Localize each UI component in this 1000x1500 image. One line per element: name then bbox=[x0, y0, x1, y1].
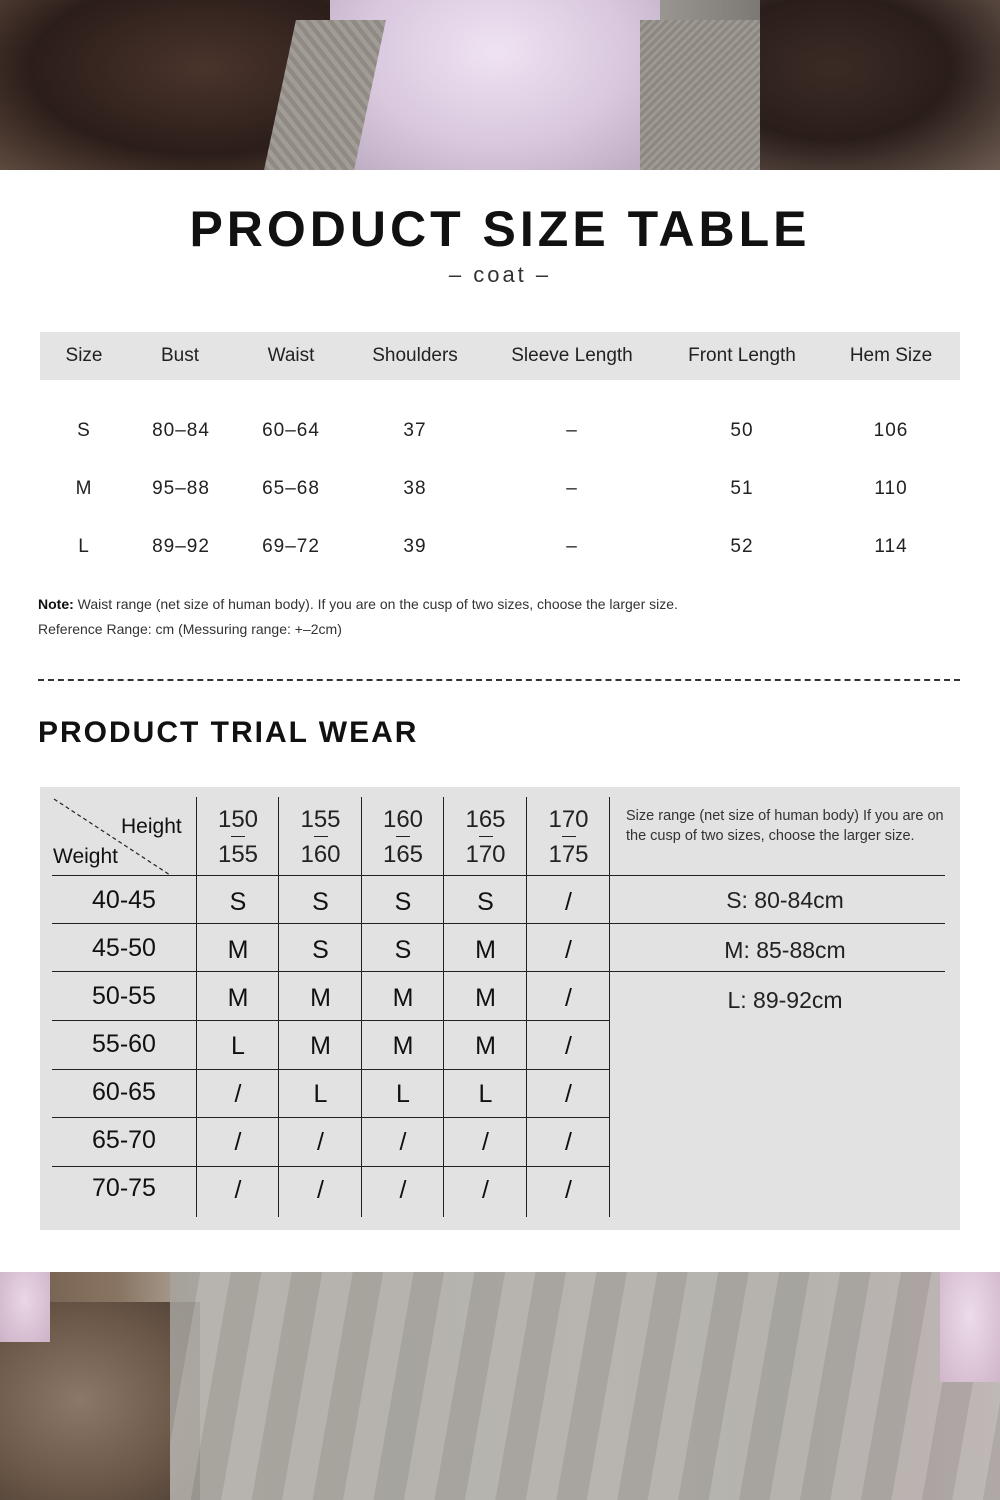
size-cell: / bbox=[565, 1128, 572, 1156]
header-shoulders: Shoulders bbox=[372, 345, 458, 366]
row-m-sleeve: – bbox=[566, 478, 578, 499]
size-cell: / bbox=[399, 1128, 407, 1156]
size-cell: / bbox=[565, 1080, 572, 1108]
weight-cell: 60-65 bbox=[92, 1078, 156, 1106]
grid-vline bbox=[361, 797, 362, 1217]
photo-sleeve-right bbox=[940, 1272, 1000, 1382]
header-bust: Bust bbox=[160, 345, 200, 366]
size-cell: M bbox=[392, 984, 414, 1012]
weight-cell: 50-55 bbox=[92, 982, 156, 1010]
height-top: 150 bbox=[217, 806, 259, 833]
range-l: L: 89-92cm bbox=[727, 987, 843, 1013]
note-text: Waist range (net size of human body). If you are on the cusp of two sizes, choose the larger size. bbox=[73, 596, 678, 612]
trial-size-note: Size range (net size of human body) If you are on the cusp of two sizes, choose the larger size. bbox=[626, 808, 944, 844]
size-cell: / bbox=[399, 1176, 407, 1204]
size-cell: S bbox=[477, 888, 494, 916]
weight-cell: 45-50 bbox=[92, 934, 156, 962]
size-cell: L bbox=[313, 1080, 328, 1108]
grid-hline bbox=[52, 1166, 610, 1167]
size-table-title: PRODUCT SIZE TABLE bbox=[189, 201, 811, 257]
weight-cell: 65-70 bbox=[92, 1126, 156, 1154]
header-hem-size: Hem Size bbox=[849, 345, 933, 366]
grid-hline bbox=[52, 1069, 610, 1070]
size-cell: M bbox=[310, 1032, 331, 1060]
size-cell: / bbox=[565, 888, 572, 916]
size-cell: S bbox=[312, 936, 329, 964]
row-m-front: 51 bbox=[730, 478, 754, 499]
size-cell: M bbox=[392, 1032, 414, 1060]
size-cell: L bbox=[396, 1080, 410, 1108]
grid-vline bbox=[609, 797, 610, 1217]
height-bottom: 175 bbox=[548, 841, 589, 868]
photo-sleeve-left bbox=[0, 1272, 50, 1342]
row-l-waist: 69–72 bbox=[262, 536, 320, 557]
header-size: Size bbox=[65, 345, 103, 366]
size-cell: M bbox=[475, 984, 496, 1012]
row-m-size: M bbox=[75, 478, 93, 499]
row-l-sleeve: – bbox=[566, 536, 578, 557]
height-top: 170 bbox=[548, 806, 589, 833]
bottom-product-photo bbox=[0, 1272, 1000, 1500]
height-bottom: 160 bbox=[300, 841, 341, 868]
range-s: S: 80-84cm bbox=[726, 887, 844, 913]
grid-hline bbox=[52, 875, 945, 876]
size-cell: M bbox=[475, 1032, 496, 1060]
row-l-size: L bbox=[78, 536, 90, 557]
size-table-header bbox=[40, 332, 960, 380]
height-label: Height bbox=[121, 815, 182, 838]
weight-cell: 55-60 bbox=[92, 1030, 156, 1058]
size-cell: / bbox=[317, 1176, 324, 1204]
height-bottom: 155 bbox=[217, 841, 259, 868]
row-m-hem: 110 bbox=[874, 478, 908, 499]
weight-cell: 40-45 bbox=[92, 886, 156, 914]
photo-tweed-skirt bbox=[170, 1272, 1000, 1500]
grid-vline bbox=[526, 797, 527, 1217]
row-l-shoulders: 39 bbox=[403, 536, 427, 557]
header-sleeve-length: Sleeve Length bbox=[511, 345, 633, 366]
size-cell: S bbox=[229, 888, 247, 916]
height-bottom: 170 bbox=[465, 841, 506, 868]
size-cell: L bbox=[478, 1080, 493, 1108]
grid-hline bbox=[52, 1117, 610, 1118]
height-top: 165 bbox=[465, 806, 506, 833]
height-col-170-175 bbox=[528, 801, 609, 873]
size-cell: / bbox=[565, 936, 572, 964]
height-col-150-155 bbox=[198, 801, 278, 873]
row-s-bust: 80–84 bbox=[152, 420, 210, 441]
grid-hline bbox=[52, 971, 945, 972]
section-divider bbox=[38, 679, 960, 681]
size-note bbox=[38, 596, 678, 612]
row-s-size: S bbox=[77, 420, 91, 441]
grid-vline bbox=[443, 797, 444, 1217]
size-cell: S bbox=[394, 888, 412, 916]
height-col-160-165 bbox=[363, 801, 443, 873]
row-m-shoulders: 38 bbox=[403, 478, 427, 499]
size-cell: / bbox=[482, 1128, 489, 1156]
height-top: 155 bbox=[300, 806, 341, 833]
height-bottom: 165 bbox=[382, 841, 424, 868]
size-cell: S bbox=[312, 888, 329, 916]
header-front-length: Front Length bbox=[688, 345, 796, 366]
top-product-photo bbox=[0, 0, 1000, 170]
size-cell: / bbox=[317, 1128, 324, 1156]
row-s-shoulders: 37 bbox=[403, 420, 427, 441]
size-cell: / bbox=[482, 1176, 489, 1204]
height-col-165-170 bbox=[445, 801, 526, 873]
row-m-bust: 95–88 bbox=[152, 478, 210, 499]
size-cell: / bbox=[234, 1176, 242, 1204]
range-m: M: 85-88cm bbox=[724, 937, 846, 963]
weight-label: Weight bbox=[53, 845, 118, 868]
row-s-front: 50 bbox=[730, 420, 754, 441]
row-l-bust: 89–92 bbox=[152, 536, 210, 557]
note-label: Note: bbox=[38, 596, 74, 612]
weight-cell: 70-75 bbox=[92, 1174, 156, 1202]
row-s-hem: 106 bbox=[873, 420, 909, 441]
header-waist: Waist bbox=[267, 345, 315, 366]
reference-range: Reference Range: cm (Messuring range: +–2cm) bbox=[38, 621, 342, 637]
size-cell: M bbox=[227, 984, 249, 1012]
size-cell: / bbox=[565, 1176, 572, 1204]
row-m-waist: 65–68 bbox=[262, 478, 320, 499]
grid-hline bbox=[52, 1020, 610, 1021]
size-cell: L bbox=[231, 1032, 245, 1060]
grid-hline bbox=[52, 923, 945, 924]
row-l-front: 52 bbox=[730, 536, 754, 557]
size-table-subtitle: – coat – bbox=[448, 262, 552, 287]
row-l-hem: 114 bbox=[874, 536, 908, 557]
size-cell: / bbox=[565, 1032, 572, 1060]
size-cell: S bbox=[394, 936, 412, 964]
row-s-sleeve: – bbox=[566, 420, 578, 441]
size-cell: / bbox=[234, 1080, 242, 1108]
height-top: 160 bbox=[382, 806, 424, 833]
size-cell: M bbox=[310, 984, 331, 1012]
grid-vline bbox=[196, 797, 197, 1217]
row-s-waist: 60–64 bbox=[262, 420, 320, 441]
trial-wear-title: PRODUCT TRIAL WEAR bbox=[38, 716, 419, 749]
size-cell: M bbox=[475, 936, 496, 964]
size-cell: / bbox=[234, 1128, 242, 1156]
size-cell: M bbox=[227, 936, 249, 964]
grid-vline bbox=[278, 797, 279, 1217]
photo-hair-right bbox=[760, 0, 1000, 170]
size-cell: / bbox=[565, 984, 572, 1012]
height-col-155-160 bbox=[280, 801, 361, 873]
